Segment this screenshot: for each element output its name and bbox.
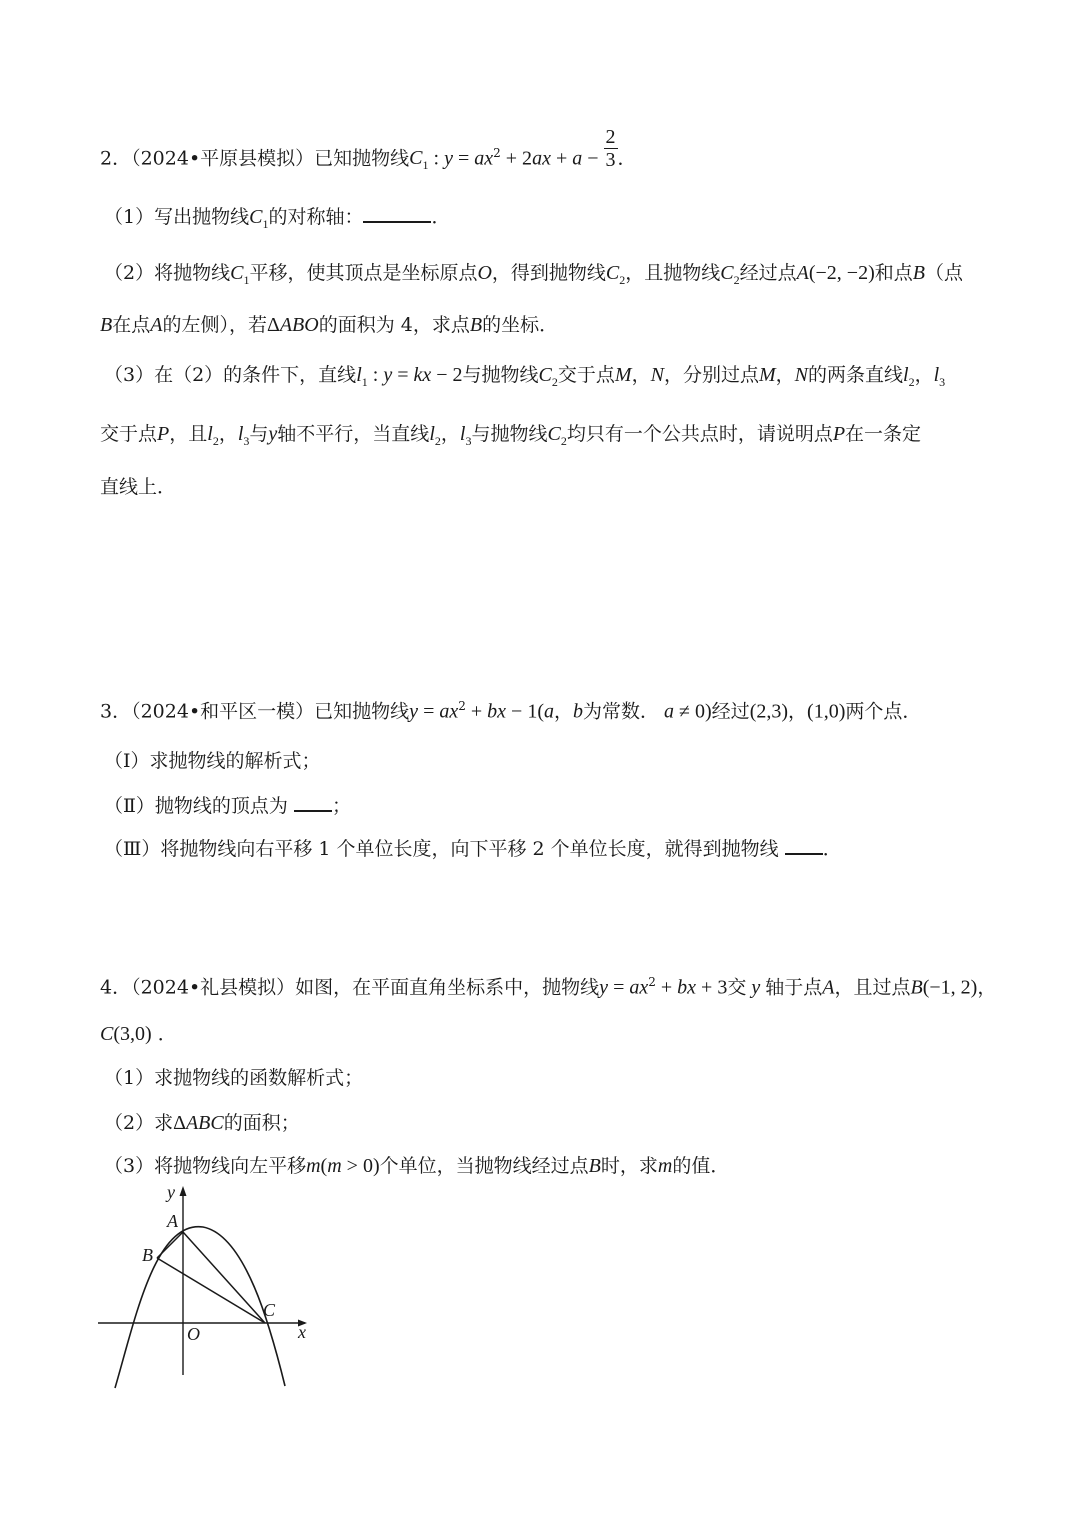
q2-p2-text: ，得到抛物线 [491, 262, 606, 284]
math: 2 [458, 699, 466, 713]
math: (1,0) [807, 700, 846, 723]
math: $C_1$ [230, 262, 250, 287]
q2-p3-text: ，且 [169, 423, 208, 445]
math: $C_2$ [547, 423, 567, 448]
q4-stem-text: 交 [727, 976, 747, 999]
answer-blank[interactable] [363, 207, 431, 223]
math: ax [474, 147, 494, 170]
q2-p2-text: 的坐标． [482, 314, 559, 336]
math: = [392, 364, 414, 386]
q4-number: 4． [100, 976, 132, 999]
label-a: A [167, 1211, 178, 1231]
math: M [758, 364, 776, 386]
q3-stem-text: 为常数． [583, 700, 660, 723]
math: ABC [185, 1112, 224, 1134]
label-o: O [187, 1324, 200, 1344]
q2-p2-text: ，且抛物线 [625, 262, 721, 284]
q2-p3-text: 在一条定 [845, 423, 922, 445]
q4-p3-text: 个单位，当抛物线经过点 [379, 1155, 589, 1177]
math: ABO [279, 314, 319, 336]
q2-p2-text: （点 [924, 262, 963, 284]
math: C [100, 1023, 114, 1045]
q4-p3-text: 的值． [672, 1155, 730, 1177]
answer-blank[interactable] [294, 796, 332, 812]
math: y [268, 423, 278, 445]
q2-p3-text: 的两条直线 [807, 364, 903, 386]
q3-p3-text: （Ⅲ）将抛物线向右平移 1 个单位长度，向下平移 2 个单位长度，就得到抛物线 [104, 838, 779, 860]
q2-p2-text: 和点 [874, 262, 913, 284]
q4-part3 [104, 1156, 729, 1176]
math: y [746, 976, 766, 999]
q2-p2-text: （2）将抛物线 [104, 262, 231, 284]
q2-part3-line2: 交于点P，且$l_2$，$l_3$与y轴不平行，当直线$l_2$，$l_3$与抛物线$C_2$均只有一个公共点时，请说明点P在一条定 [100, 423, 922, 448]
math: B [910, 976, 923, 999]
math: a [659, 700, 675, 723]
math: B [469, 314, 483, 336]
y-axis-arrow [180, 1186, 187, 1196]
math: $l_2$ [903, 364, 915, 389]
q3-stem-text: 两个点． [845, 700, 922, 723]
math: B [912, 262, 925, 284]
math: − 2 [431, 364, 463, 386]
math: ≠ 0) [674, 700, 712, 723]
math: > 0) [341, 1155, 380, 1177]
math: : [428, 147, 445, 170]
q2-p3-text: 交于点 [557, 364, 615, 386]
math: m [306, 1155, 321, 1177]
math: A [822, 976, 835, 999]
math: y [409, 700, 419, 723]
q2-part2-line1 [104, 263, 963, 286]
q3-stem-text: 经过 [711, 700, 750, 723]
q4-stem-line2: C(3,0) ． [100, 1023, 177, 1045]
math: $C_2$ [538, 364, 558, 389]
math: m [327, 1155, 342, 1177]
q2-p3-text: （3）在（2）的条件下，直线 [104, 364, 357, 386]
label-c: C [263, 1300, 276, 1320]
math: $l_3$ [237, 423, 250, 448]
math: P [832, 423, 846, 445]
math: ax [532, 147, 551, 170]
segment-bc [157, 1258, 265, 1323]
segment-ab [157, 1232, 183, 1258]
q3-p2-text: （Ⅱ）抛物线的顶点为 [104, 795, 288, 817]
q4-source: （2024•礼县模拟） [131, 976, 296, 999]
q2-source: （2024•平原县模拟） [131, 147, 315, 170]
math: b [573, 700, 584, 723]
q4-stem: 4．（2024•礼县模拟）如图，在平面直角坐标系中，抛物线$y = ax^2$ + bx + 3交 y 轴于点A，且过点B(−1, 2)， [100, 975, 997, 999]
q4-stem-text: 如图，在平面直角坐标系中，抛物线 [295, 976, 600, 999]
math: P [157, 423, 170, 445]
math: $l_2$ [207, 423, 219, 448]
answer-blank[interactable] [785, 839, 823, 855]
math: kx [413, 364, 432, 386]
math: N [794, 364, 808, 386]
q3-source: （2024•和平区一模） [131, 700, 315, 723]
math: $l_1$ [356, 364, 368, 389]
math: $C_2$ [605, 262, 626, 287]
q3-stem-text: 已知抛物线 [314, 700, 410, 723]
math: A [150, 314, 163, 336]
q3-part1: （Ⅰ）求抛物线的解析式； [104, 750, 321, 772]
q3-number: 3． [100, 700, 132, 723]
math: 2 [493, 146, 501, 160]
math: (−1, 2) [922, 976, 978, 999]
math: ax [439, 700, 459, 723]
math: bx [487, 700, 507, 723]
math: = [608, 976, 630, 999]
q4-p3-text: （3）将抛物线向左平移 [104, 1155, 307, 1177]
math: $l_3$ [933, 364, 946, 389]
q2-p2-text: 在点 [112, 314, 151, 336]
q2-stem: 2．（2024•平原县模拟）已知抛物线$C_1$ : $y = ax^2 + 2ax + a$ − $\frac{2}{3}$ ． [100, 125, 637, 173]
q2-p3-text: 均只有一个公共点时，请说明点 [566, 423, 833, 445]
segment-ac [183, 1232, 265, 1323]
q2-part3-line3: 直线上． [100, 476, 177, 498]
math: + [550, 147, 573, 170]
q2-part1: （1）写出抛物线$C_1$的对称轴： ． [104, 206, 451, 231]
q4-p2-text: 的面积； [223, 1112, 300, 1134]
parabola-figure [95, 1180, 325, 1395]
q4-stem-text: 轴于点 [765, 976, 823, 999]
math: (−2, −2) [808, 262, 875, 284]
math: − 1( [506, 700, 544, 723]
q3-p3-tail: ． [822, 838, 842, 860]
fraction-2-3: $\frac{2}{3}$ [605, 125, 616, 171]
math: bx [677, 976, 697, 999]
q2-p3-text: ，分别过点 [663, 364, 759, 386]
q2-number: 2． [100, 147, 132, 170]
math: ( [320, 1155, 328, 1177]
math: A [796, 262, 809, 284]
q4-p3-text: 时，求 [600, 1155, 658, 1177]
math: a [544, 700, 554, 723]
q2-p2-text: 的左侧），若 [162, 314, 267, 336]
q2-p2-text: 平移，使其顶点是坐标原点 [249, 262, 478, 284]
math: = [418, 700, 440, 723]
math: m [657, 1155, 673, 1177]
q2-part3-line1: （3）在（2）的条件下，直线$l_1$ : y = kx − 2与抛物线$C_2$交于点M，N，分别过点M，N的两条直线$l_2$，$l_3$ [104, 364, 946, 389]
math: + 2 [500, 147, 533, 170]
math: y [599, 976, 609, 999]
math: $C_2$ [720, 262, 740, 287]
q2-p3-text: 轴不平行，当直线 [277, 423, 430, 445]
label-b: B [142, 1245, 153, 1265]
math: + [465, 700, 488, 723]
math: + [655, 976, 678, 999]
math: $l_2$ [429, 423, 441, 448]
q2-p2-text: 经过点 [739, 262, 797, 284]
math: ax [629, 976, 649, 999]
q2-p3-text: 与抛物线 [462, 364, 539, 386]
q2-part2-line2 [100, 315, 558, 335]
math: y [383, 364, 393, 386]
label-y: y [167, 1182, 175, 1202]
q3-stem: 3．（2024•和平区一模）已知抛物线$y = ax^2$ + bx − 1(a，b为常数． a ≠ 0)经过(2,3)，(1,0)两个点． [100, 699, 922, 723]
math: (3,0) [113, 1023, 152, 1045]
q3-p2-tail: ； [331, 795, 351, 817]
math: = [452, 147, 475, 170]
q2-p3-text: 与抛物线 [471, 423, 548, 445]
q4-part2 [104, 1113, 300, 1133]
math: B [588, 1155, 601, 1177]
q2-p3-text: 交于点 [100, 423, 158, 445]
math: : [367, 364, 384, 386]
math: Δ [173, 1112, 186, 1134]
q2-stem-text: 已知抛物线 [314, 147, 410, 170]
q4-stem-text: ，且过点 [834, 976, 911, 999]
math: O [477, 262, 492, 284]
q2-p1-text: （1）写出抛物线 [104, 206, 250, 228]
math: $C_1$ [249, 206, 269, 231]
math: Δ [266, 314, 280, 336]
q3-part3 [104, 839, 842, 859]
math: y [444, 147, 453, 170]
label-x: x [298, 1322, 306, 1342]
q4-part1: （1）求抛物线的函数解析式； [104, 1067, 364, 1089]
q4-p2-text: （2）求 [104, 1112, 174, 1134]
math: M [614, 364, 632, 386]
math: N [650, 364, 664, 386]
q2-p2-text: 的面积为 4，求点 [318, 314, 470, 336]
math: (2,3) [749, 700, 789, 723]
math: $l_3$ [459, 423, 472, 448]
math: $C_1$ [409, 147, 429, 173]
math: 2 [648, 975, 656, 989]
math: B [100, 314, 113, 336]
math: + 3 [696, 976, 728, 999]
math: − [582, 147, 604, 170]
q3-part2 [104, 796, 351, 816]
math: a [572, 147, 583, 170]
q2-p1-tail: 的对称轴： [268, 206, 364, 228]
q2-p3-text: 与 [249, 423, 269, 445]
